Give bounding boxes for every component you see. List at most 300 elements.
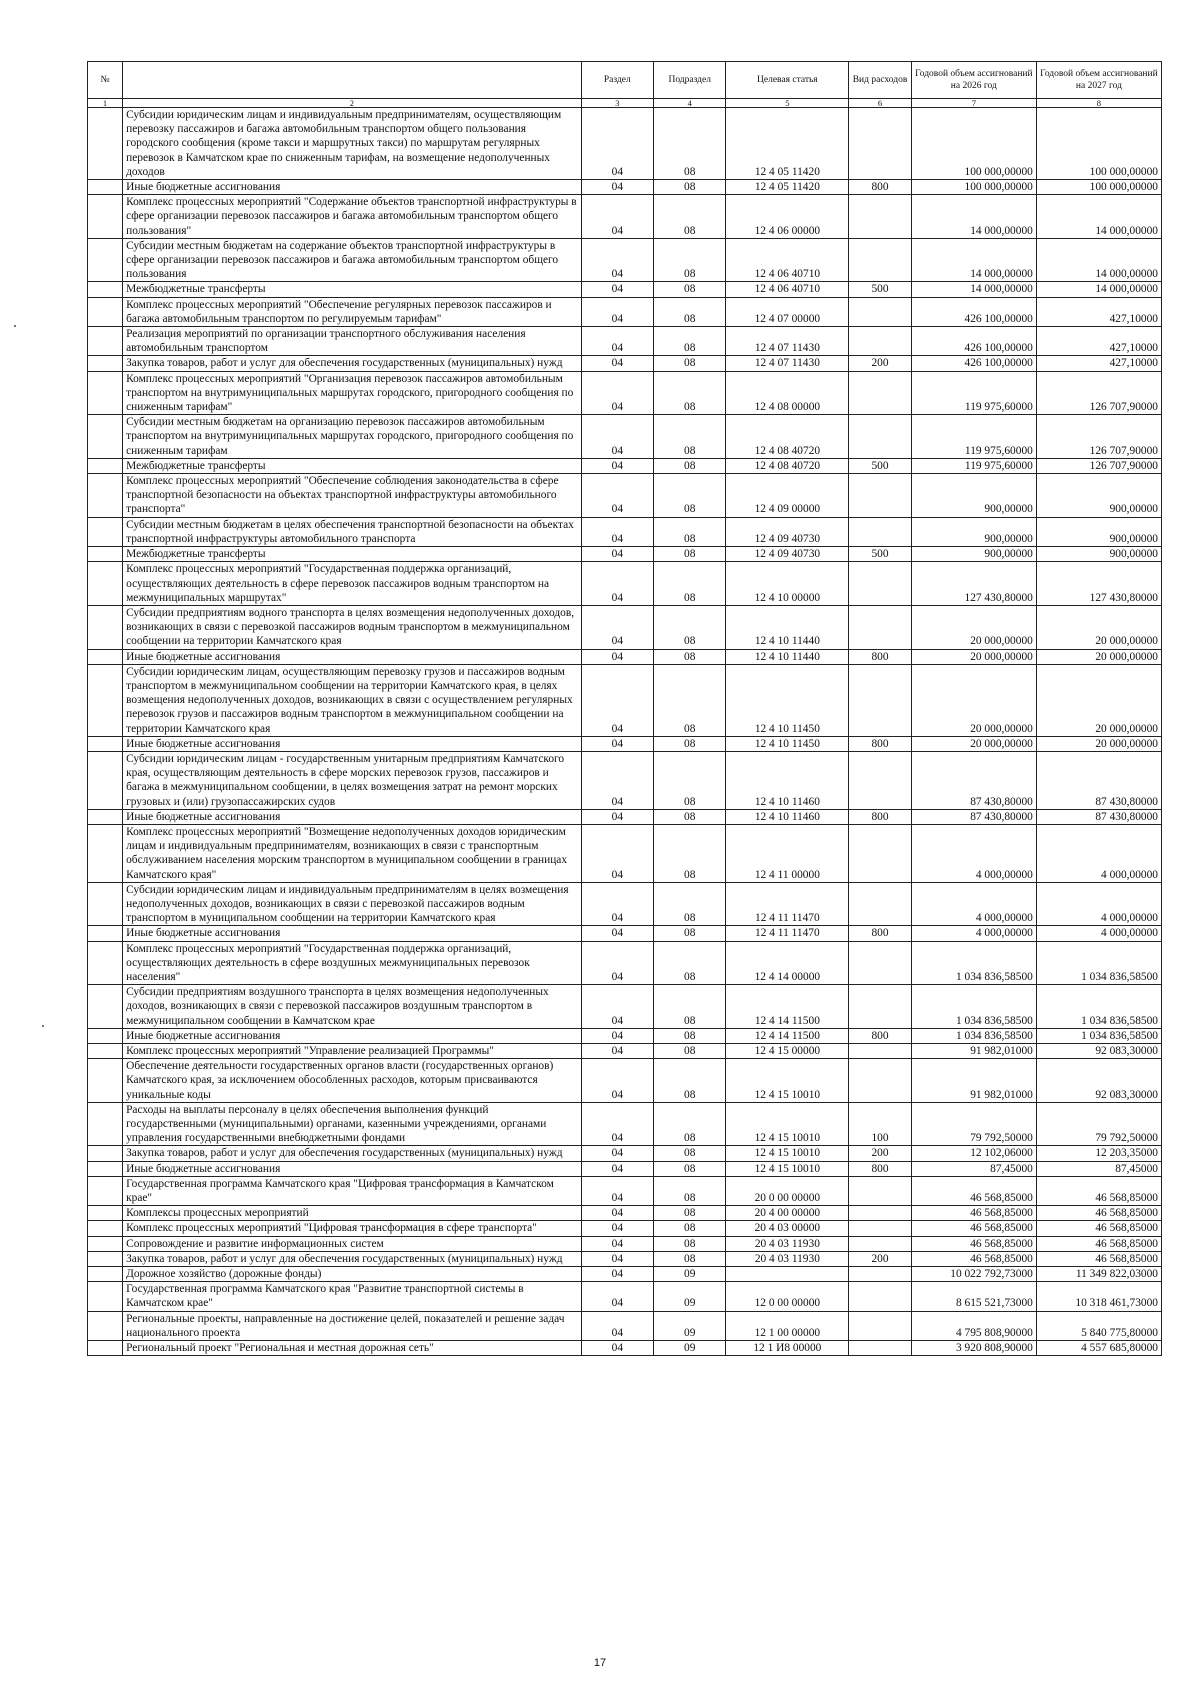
table-body (88, 108, 1162, 1356)
table-row (88, 517, 1162, 546)
row-subsection: 08 (654, 282, 726, 297)
no-cell (88, 1267, 123, 1282)
row-section: 04 (581, 547, 653, 562)
table-header-row (88, 62, 1162, 99)
row-amount-2027: 46 568,85000 (1036, 1176, 1161, 1205)
row-amount-2026: 46 568,85000 (911, 1221, 1036, 1236)
row-expense-type (849, 327, 912, 356)
row-amount-2026: 20 000,00000 (911, 649, 1036, 664)
row-amount-2026: 87,45000 (911, 1161, 1036, 1176)
row-section: 04 (581, 238, 653, 282)
table-row (88, 1341, 1162, 1356)
row-subsection: 09 (654, 1267, 726, 1282)
row-amount-2026: 4 000,00000 (911, 882, 1036, 926)
no-cell (88, 1236, 123, 1251)
row-amount-2027: 900,00000 (1036, 547, 1161, 562)
row-expense-type (849, 297, 912, 326)
no-cell (88, 1282, 123, 1311)
table-row (88, 751, 1162, 809)
table-row (88, 941, 1162, 985)
row-name: Субсидии местным бюджетам на организацию перевозок пассажиров автомобильным транспортом на внутримуниципальных маршрутах городского, пригородного сообщения по сниженным тарифам (123, 415, 582, 459)
row-name: Комплекс процессных мероприятий "Цифровая трансформация в сфере транспорта" (123, 1221, 582, 1236)
row-subsection: 09 (654, 1282, 726, 1311)
row-target: 12 4 06 40710 (726, 282, 849, 297)
header-expense-type: Вид расходов (849, 62, 912, 99)
no-cell (88, 474, 123, 518)
row-section: 04 (581, 1311, 653, 1340)
row-amount-2027: 20 000,00000 (1036, 649, 1161, 664)
table-row (88, 736, 1162, 751)
row-target: 12 1 И8 00000 (726, 1341, 849, 1356)
no-cell (88, 1311, 123, 1340)
row-amount-2026: 14 000,00000 (911, 238, 1036, 282)
row-name: Субсидии местным бюджетам в целях обеспечения транспортной безопасности на объектах транспортной инфраструктуры автомобильного транспорта (123, 517, 582, 546)
row-amount-2026: 127 430,80000 (911, 562, 1036, 606)
row-subsection: 08 (654, 327, 726, 356)
row-section: 04 (581, 297, 653, 326)
row-amount-2026: 8 615 521,73000 (911, 1282, 1036, 1311)
row-amount-2026: 426 100,00000 (911, 356, 1036, 371)
row-expense-type (849, 1059, 912, 1103)
row-amount-2027: 427,10000 (1036, 297, 1161, 326)
row-target: 12 1 00 00000 (726, 1311, 849, 1340)
row-name: Региональный проект "Региональная и местная дорожная сеть" (123, 1341, 582, 1356)
row-target: 12 4 14 11500 (726, 1028, 849, 1043)
row-target: 20 4 03 11930 (726, 1251, 849, 1266)
row-name: Субсидии юридическим лицам - государственным унитарным предприятиям Камчатского края, осуществляющим деятельность в сфере морских перевозок грузов, пассажиров и багажа в межмуниципальном сообщении, в целях возмещения затрат на ремонт морских грузовых и (или) грузопассажирских судов (123, 751, 582, 809)
row-name: Межбюджетные трансферты (123, 282, 582, 297)
row-expense-type (849, 1206, 912, 1221)
row-section: 04 (581, 517, 653, 546)
row-subsection: 08 (654, 736, 726, 751)
no-cell (88, 1044, 123, 1059)
no-cell (88, 297, 123, 326)
row-amount-2027: 20 000,00000 (1036, 736, 1161, 751)
row-amount-2026: 100 000,00000 (911, 180, 1036, 195)
table-row (88, 985, 1162, 1029)
row-subsection: 08 (654, 1102, 726, 1146)
budget-table (87, 61, 1162, 1356)
row-section: 04 (581, 751, 653, 809)
row-target: 20 4 00 00000 (726, 1206, 849, 1221)
row-name: Комплекс процессных мероприятий "Организация перевозок пассажиров автомобильным транспортом на внутримуниципальных маршрутах городского, пригородного сообщения по сниженным тарифам" (123, 371, 582, 415)
row-expense-type (849, 562, 912, 606)
row-subsection: 08 (654, 605, 726, 649)
table-row (88, 664, 1162, 736)
column-number: 2 (123, 99, 582, 108)
column-number: 6 (849, 99, 912, 108)
row-target: 12 4 11 11470 (726, 882, 849, 926)
table-row (88, 1267, 1162, 1282)
row-target: 12 4 15 10010 (726, 1161, 849, 1176)
row-name: Комплекс процессных мероприятий "Обеспечение регулярных перевозок пассажиров и багажа автомобильным транспортом по регулируемым тарифам" (123, 297, 582, 326)
table-row (88, 282, 1162, 297)
row-amount-2026: 10 022 792,73000 (911, 1267, 1036, 1282)
row-section: 04 (581, 180, 653, 195)
row-expense-type (849, 985, 912, 1029)
row-expense-type (849, 195, 912, 239)
row-subsection: 08 (654, 1059, 726, 1103)
row-name: Региональные проекты, направленные на достижение целей, показателей и решение задач национального проекта (123, 1311, 582, 1340)
row-expense-type (849, 941, 912, 985)
row-target: 12 4 10 00000 (726, 562, 849, 606)
row-name: Иные бюджетные ассигнования (123, 180, 582, 195)
row-name: Субсидии предприятиям водного транспорта в целях возмещения недополученных доходов, возникающих в связи с перевозкой пассажиров водным транспортом в межмуниципальном сообщении на территории Камчатского края (123, 605, 582, 649)
row-target: 12 4 06 00000 (726, 195, 849, 239)
row-target: 12 4 10 11460 (726, 751, 849, 809)
row-expense-type (849, 1282, 912, 1311)
row-subsection: 08 (654, 926, 726, 941)
row-expense-type: 800 (849, 736, 912, 751)
row-amount-2027: 4 000,00000 (1036, 882, 1161, 926)
row-section: 04 (581, 985, 653, 1029)
row-expense-type (849, 1044, 912, 1059)
row-subsection: 09 (654, 1341, 726, 1356)
row-expense-type (849, 1267, 912, 1282)
no-cell (88, 882, 123, 926)
row-section: 04 (581, 1251, 653, 1266)
row-target: 12 4 07 11430 (726, 327, 849, 356)
row-section: 04 (581, 1341, 653, 1356)
column-number: 1 (88, 99, 123, 108)
row-amount-2026: 12 102,06000 (911, 1146, 1036, 1161)
row-section: 04 (581, 882, 653, 926)
row-name: Обеспечение деятельности государственных органов власти (государственных органов) Камчатского края, за исключением обособленных расходов, которым присваиваются уникальные коды (123, 1059, 582, 1103)
row-section: 04 (581, 282, 653, 297)
row-amount-2027: 427,10000 (1036, 327, 1161, 356)
table-row (88, 238, 1162, 282)
table-row (88, 1028, 1162, 1043)
row-section: 04 (581, 1267, 653, 1282)
row-target: 12 4 10 11450 (726, 736, 849, 751)
column-number-row (88, 99, 1162, 108)
row-name: Расходы на выплаты персоналу в целях обеспечения выполнения функций государственными (муниципальными) органами, казенными учреждениями, органами управления государственными внебюджетными фондами (123, 1102, 582, 1146)
row-section: 04 (581, 327, 653, 356)
row-name: Закупка товаров, работ и услуг для обеспечения государственных (муниципальных) нужд (123, 356, 582, 371)
no-cell (88, 1341, 123, 1356)
row-amount-2027: 46 568,85000 (1036, 1206, 1161, 1221)
row-amount-2027: 14 000,00000 (1036, 282, 1161, 297)
table-row (88, 180, 1162, 195)
row-name: Иные бюджетные ассигнования (123, 1161, 582, 1176)
row-target: 12 4 05 11420 (726, 180, 849, 195)
row-subsection: 08 (654, 1236, 726, 1251)
row-expense-type: 800 (849, 926, 912, 941)
row-target: 12 4 14 00000 (726, 941, 849, 985)
no-cell (88, 1176, 123, 1205)
table-row (88, 356, 1162, 371)
no-cell (88, 751, 123, 809)
table-row (88, 108, 1162, 180)
row-amount-2026: 900,00000 (911, 517, 1036, 546)
row-amount-2027: 92 083,30000 (1036, 1044, 1161, 1059)
row-amount-2027: 92 083,30000 (1036, 1059, 1161, 1103)
row-target: 12 4 10 11440 (726, 649, 849, 664)
row-expense-type (849, 415, 912, 459)
row-amount-2026: 20 000,00000 (911, 664, 1036, 736)
row-expense-type: 200 (849, 356, 912, 371)
row-amount-2027: 20 000,00000 (1036, 605, 1161, 649)
column-number: 5 (726, 99, 849, 108)
row-amount-2026: 4 000,00000 (911, 926, 1036, 941)
row-subsection: 08 (654, 297, 726, 326)
table-row (88, 605, 1162, 649)
no-cell (88, 356, 123, 371)
row-amount-2026: 87 430,80000 (911, 809, 1036, 824)
row-amount-2026: 1 034 836,58500 (911, 1028, 1036, 1043)
row-name: Субсидии юридическим лицам, осуществляющим перевозку грузов и пассажиров водным транспортом в межмуниципальном сообщении на территории Камчатского края, в целях возмещения недополученных доходов, возникающих в связи с осуществлением регулярных перевозок грузов и пассажиров водным транспортом в межмуниципальном сообщении на территории Камчатского края (123, 664, 582, 736)
row-amount-2027: 10 318 461,73000 (1036, 1282, 1161, 1311)
row-subsection: 08 (654, 1206, 726, 1221)
row-amount-2027: 4 000,00000 (1036, 824, 1161, 882)
row-section: 04 (581, 474, 653, 518)
no-cell (88, 180, 123, 195)
table-row (88, 1251, 1162, 1266)
row-section: 04 (581, 371, 653, 415)
row-subsection: 08 (654, 415, 726, 459)
row-expense-type (849, 371, 912, 415)
row-name: Комплекс процессных мероприятий "Содержание объектов транспортной инфраструктуры в сфере организации перевозок пассажиров и багажа автомобильным транспортом общего пользования" (123, 195, 582, 239)
table-row (88, 1059, 1162, 1103)
table-row (88, 1221, 1162, 1236)
row-name: Межбюджетные трансферты (123, 547, 582, 562)
scan-speck (42, 1025, 44, 1027)
no-cell (88, 824, 123, 882)
row-amount-2026: 91 982,01000 (911, 1044, 1036, 1059)
row-expense-type: 800 (849, 1161, 912, 1176)
row-target: 20 0 00 00000 (726, 1176, 849, 1205)
table-row (88, 1282, 1162, 1311)
row-amount-2026: 100 000,00000 (911, 108, 1036, 180)
table-row (88, 1176, 1162, 1205)
no-cell (88, 809, 123, 824)
row-amount-2026: 1 034 836,58500 (911, 985, 1036, 1029)
row-amount-2027: 14 000,00000 (1036, 195, 1161, 239)
no-cell (88, 282, 123, 297)
row-amount-2027: 46 568,85000 (1036, 1251, 1161, 1266)
no-cell (88, 1146, 123, 1161)
row-name: Закупка товаров, работ и услуг для обеспечения государственных (муниципальных) нужд (123, 1146, 582, 1161)
row-target: 12 0 00 00000 (726, 1282, 849, 1311)
row-expense-type (849, 1221, 912, 1236)
row-expense-type: 800 (849, 1028, 912, 1043)
row-expense-type (849, 1176, 912, 1205)
row-section: 04 (581, 1044, 653, 1059)
row-target: 12 4 11 11470 (726, 926, 849, 941)
row-amount-2027: 900,00000 (1036, 517, 1161, 546)
row-target: 12 4 15 10010 (726, 1059, 849, 1103)
row-target: 12 4 05 11420 (726, 108, 849, 180)
scan-speck (14, 325, 16, 327)
row-name: Сопровождение и развитие информационных систем (123, 1236, 582, 1251)
row-target: 12 4 08 40720 (726, 415, 849, 459)
row-subsection: 08 (654, 941, 726, 985)
row-name: Иные бюджетные ассигнования (123, 649, 582, 664)
row-section: 04 (581, 415, 653, 459)
row-expense-type (849, 664, 912, 736)
table-row (88, 926, 1162, 941)
no-cell (88, 415, 123, 459)
row-name: Комплекс процессных мероприятий "Государственная поддержка организаций, осуществляющих деятельность в сфере перевозок пассажиров водным транспортом на межмуниципальных маршрутах" (123, 562, 582, 606)
row-amount-2027: 5 840 775,80000 (1036, 1311, 1161, 1340)
row-amount-2026: 20 000,00000 (911, 736, 1036, 751)
row-target: 20 4 03 11930 (726, 1236, 849, 1251)
row-target: 12 4 06 40710 (726, 238, 849, 282)
row-subsection: 08 (654, 238, 726, 282)
no-cell (88, 562, 123, 606)
table-row (88, 809, 1162, 824)
row-amount-2027: 100 000,00000 (1036, 108, 1161, 180)
row-section: 04 (581, 458, 653, 473)
row-section: 04 (581, 809, 653, 824)
row-subsection: 08 (654, 517, 726, 546)
table-row (88, 1102, 1162, 1146)
header-name (123, 62, 582, 99)
table-row (88, 1161, 1162, 1176)
table-row (88, 562, 1162, 606)
row-amount-2027: 11 349 822,03000 (1036, 1267, 1161, 1282)
row-subsection: 08 (654, 180, 726, 195)
row-amount-2027: 87 430,80000 (1036, 751, 1161, 809)
row-expense-type: 500 (849, 547, 912, 562)
table-row (88, 1146, 1162, 1161)
row-amount-2027: 14 000,00000 (1036, 238, 1161, 282)
row-name: Иные бюджетные ассигнования (123, 926, 582, 941)
row-amount-2026: 20 000,00000 (911, 605, 1036, 649)
row-section: 04 (581, 605, 653, 649)
row-subsection: 08 (654, 562, 726, 606)
row-amount-2027: 79 792,50000 (1036, 1102, 1161, 1146)
no-cell (88, 985, 123, 1029)
row-name: Иные бюджетные ассигнования (123, 1028, 582, 1043)
row-name: Субсидии местным бюджетам на содержание объектов транспортной инфраструктуры в сфере организации перевозок пассажиров и багажа автомобильным транспортом общего пользования (123, 238, 582, 282)
row-amount-2026: 46 568,85000 (911, 1236, 1036, 1251)
row-target: 12 4 14 11500 (726, 985, 849, 1029)
row-target: 12 4 15 10010 (726, 1102, 849, 1146)
no-cell (88, 1102, 123, 1146)
row-subsection: 08 (654, 356, 726, 371)
row-amount-2027: 127 430,80000 (1036, 562, 1161, 606)
row-expense-type (849, 824, 912, 882)
row-subsection: 08 (654, 371, 726, 415)
row-expense-type (849, 517, 912, 546)
row-amount-2027: 87,45000 (1036, 1161, 1161, 1176)
table-row (88, 1311, 1162, 1340)
row-amount-2027: 126 707,90000 (1036, 458, 1161, 473)
page-number: 17 (593, 1657, 607, 1669)
row-amount-2026: 4 000,00000 (911, 824, 1036, 882)
row-amount-2026: 46 568,85000 (911, 1206, 1036, 1221)
column-number: 7 (911, 99, 1036, 108)
row-amount-2027: 1 034 836,58500 (1036, 985, 1161, 1029)
no-cell (88, 517, 123, 546)
row-expense-type (849, 474, 912, 518)
no-cell (88, 458, 123, 473)
row-amount-2027: 1 034 836,58500 (1036, 1028, 1161, 1043)
row-subsection: 08 (654, 1221, 726, 1236)
row-section: 04 (581, 1236, 653, 1251)
row-subsection: 09 (654, 1311, 726, 1340)
row-amount-2027: 87 430,80000 (1036, 809, 1161, 824)
table-row (88, 547, 1162, 562)
row-section: 04 (581, 649, 653, 664)
no-cell (88, 547, 123, 562)
row-amount-2027: 427,10000 (1036, 356, 1161, 371)
row-amount-2027: 20 000,00000 (1036, 664, 1161, 736)
no-cell (88, 1059, 123, 1103)
row-target: 12 4 09 00000 (726, 474, 849, 518)
row-section: 04 (581, 562, 653, 606)
row-section: 04 (581, 356, 653, 371)
row-amount-2027: 1 034 836,58500 (1036, 941, 1161, 985)
no-cell (88, 1251, 123, 1266)
row-amount-2027: 46 568,85000 (1036, 1221, 1161, 1236)
row-amount-2026: 14 000,00000 (911, 195, 1036, 239)
row-subsection: 08 (654, 1028, 726, 1043)
table-row (88, 371, 1162, 415)
row-subsection: 08 (654, 195, 726, 239)
no-cell (88, 605, 123, 649)
row-name: Субсидии предприятиям воздушного транспорта в целях возмещения недополученных доходов, возникающих в связи с перевозкой пассажиров воздушным транспортом в межмуниципальном сообщении в Камчатском крае (123, 985, 582, 1029)
row-section: 04 (581, 824, 653, 882)
row-amount-2027: 4 000,00000 (1036, 926, 1161, 941)
no-cell (88, 238, 123, 282)
row-expense-type: 800 (849, 809, 912, 824)
row-amount-2027: 46 568,85000 (1036, 1236, 1161, 1251)
row-amount-2026: 91 982,01000 (911, 1059, 1036, 1103)
row-target: 12 4 15 00000 (726, 1044, 849, 1059)
row-name: Межбюджетные трансферты (123, 458, 582, 473)
row-subsection: 08 (654, 474, 726, 518)
no-cell (88, 1221, 123, 1236)
row-expense-type (849, 238, 912, 282)
row-expense-type: 800 (849, 180, 912, 195)
row-amount-2026: 426 100,00000 (911, 297, 1036, 326)
row-amount-2026: 900,00000 (911, 474, 1036, 518)
table-row (88, 458, 1162, 473)
row-target: 12 4 10 11450 (726, 664, 849, 736)
row-expense-type (849, 1311, 912, 1340)
row-amount-2026: 119 975,60000 (911, 458, 1036, 473)
row-expense-type (849, 1341, 912, 1356)
table-row (88, 1044, 1162, 1059)
row-amount-2026: 1 034 836,58500 (911, 941, 1036, 985)
table-row (88, 824, 1162, 882)
row-subsection: 08 (654, 751, 726, 809)
row-section: 04 (581, 1028, 653, 1043)
row-section: 04 (581, 1161, 653, 1176)
row-name: Дорожное хозяйство (дорожные фонды) (123, 1267, 582, 1282)
no-cell (88, 195, 123, 239)
row-expense-type: 100 (849, 1102, 912, 1146)
row-subsection: 08 (654, 649, 726, 664)
table-row (88, 474, 1162, 518)
row-expense-type (849, 882, 912, 926)
row-amount-2026: 119 975,60000 (911, 415, 1036, 459)
row-target: 12 4 15 10010 (726, 1146, 849, 1161)
header-no: № (88, 62, 123, 99)
row-section: 04 (581, 108, 653, 180)
column-number: 4 (654, 99, 726, 108)
header-amount-2027: Годовой объем ассигнований на 2027 год (1036, 62, 1161, 99)
row-amount-2026: 14 000,00000 (911, 282, 1036, 297)
row-target: 12 4 11 00000 (726, 824, 849, 882)
row-subsection: 08 (654, 1146, 726, 1161)
row-target: 12 4 07 11430 (726, 356, 849, 371)
row-section: 04 (581, 664, 653, 736)
row-target: 12 4 08 40720 (726, 458, 849, 473)
row-section: 04 (581, 1102, 653, 1146)
